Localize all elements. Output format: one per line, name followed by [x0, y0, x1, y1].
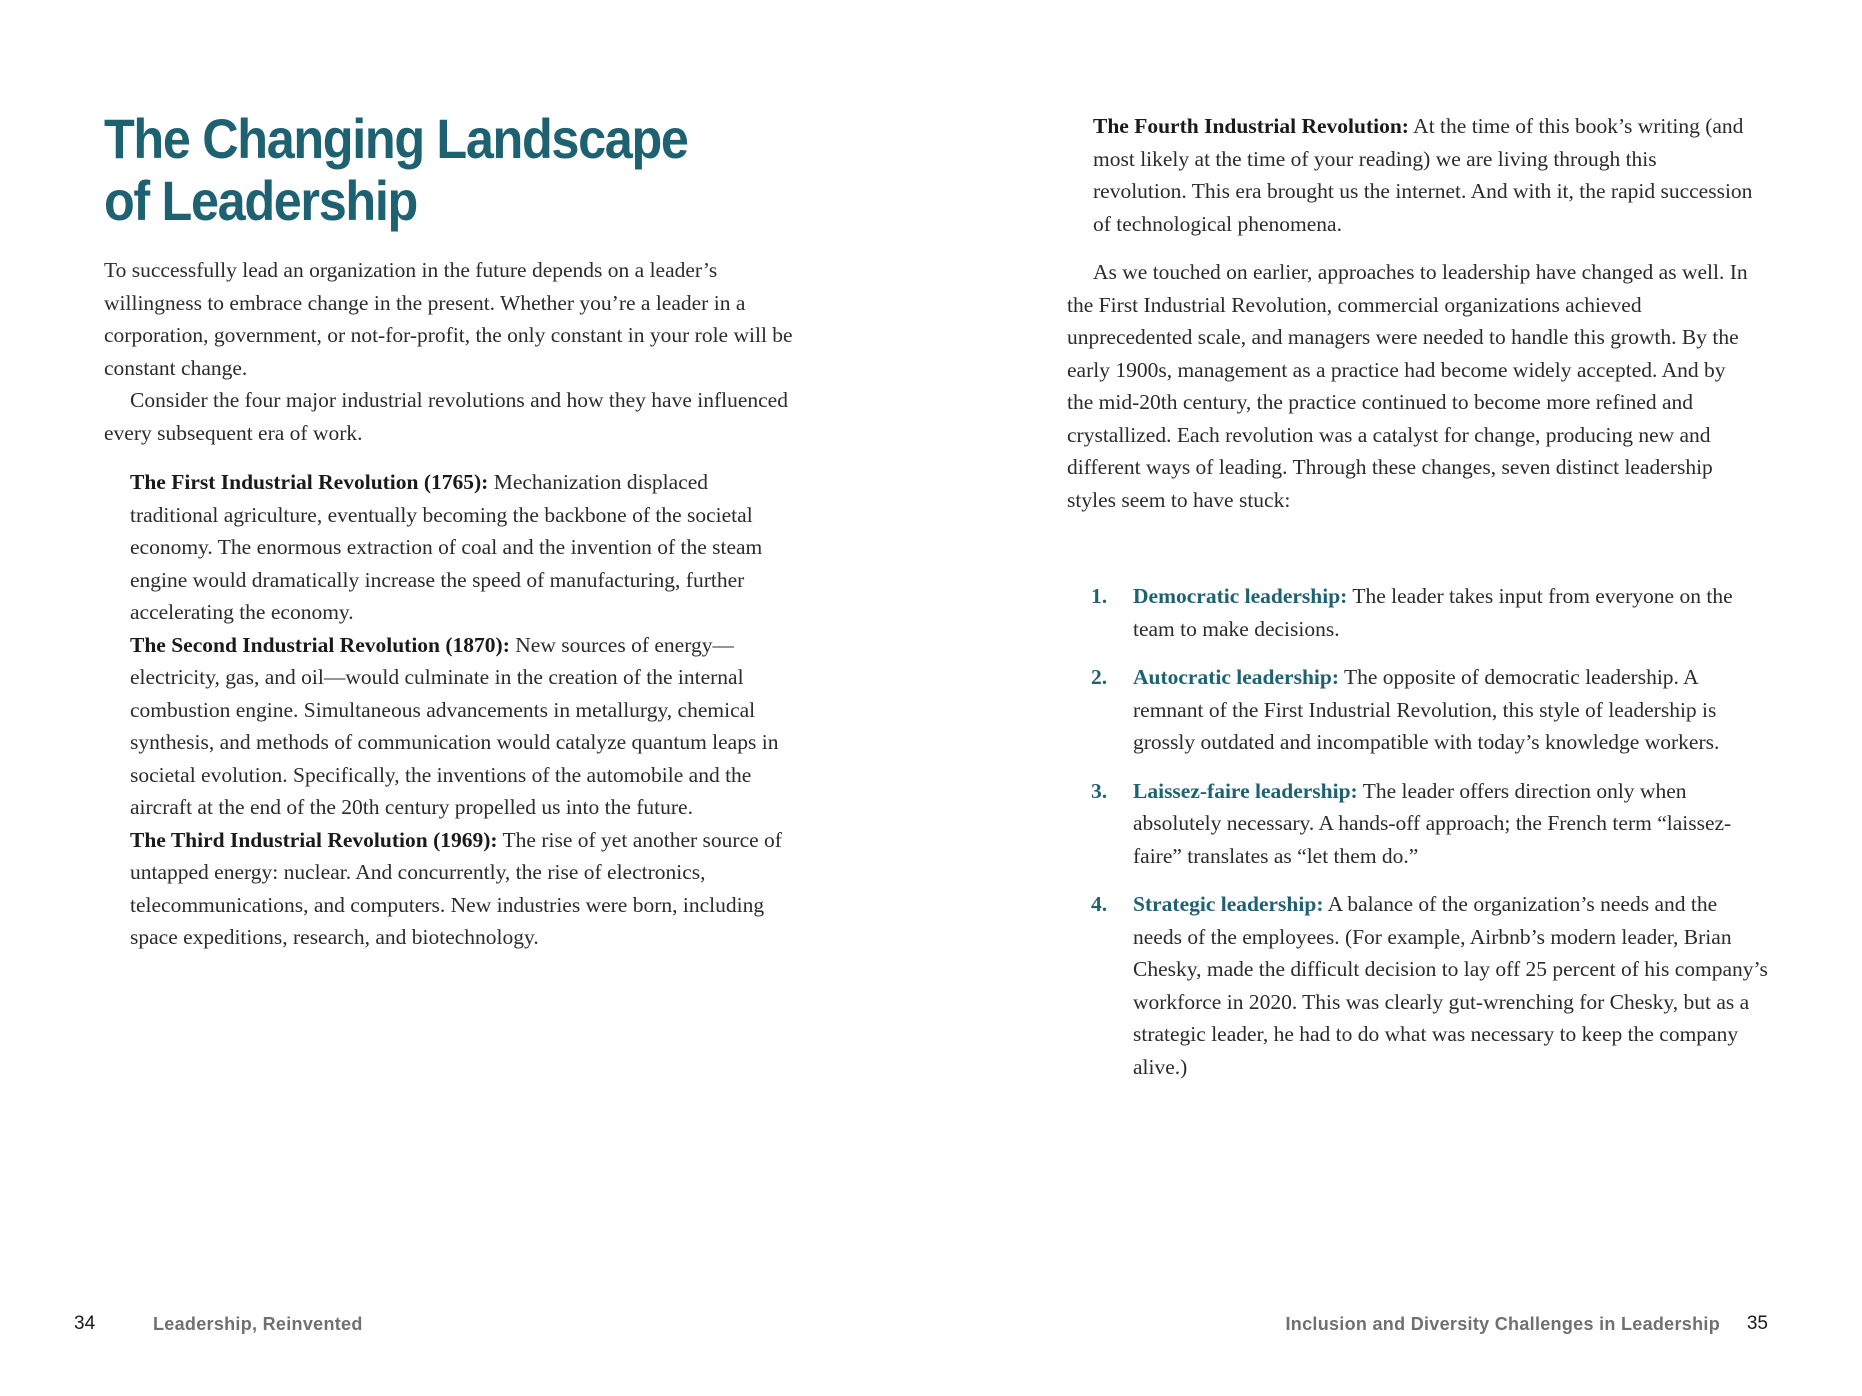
- style-label: Strategic leadership:: [1133, 892, 1324, 916]
- revolution-entry: [130, 629, 790, 824]
- list-number: 1.: [1091, 584, 1108, 608]
- list-item: [1091, 775, 1771, 873]
- leadership-styles-intro: [1067, 256, 1757, 516]
- style-description: The opposite of democratic leadership. A remnant of the First Industrial Revolution, this style of leadership is grossly outdated and incompatible with today’s knowledge workers.: [1133, 665, 1720, 754]
- revolution-entry: [130, 824, 790, 954]
- page-number: 34: [74, 1313, 96, 1334]
- style-description: The leader offers direction only when absolutely necessary. A hands-off approach; the French term “laissez-faire” translates as “let them do.”: [1133, 778, 1732, 868]
- revolution-heading: The Fourth Industrial Revolution:: [1093, 114, 1409, 138]
- style-description: A balance of the organization’s needs and the needs of the employees. (For example, Airbnb’s modern leader, Brian Chesky, made the difficult decision to lay off 25 percent of his company’s workforce in 2020. This was clearly gut-wrenching for Chesky, but as a strategic leader, he had to do what was necessary to keep the company alive.): [1133, 892, 1768, 1079]
- chapter-title-line: of Leadership: [104, 169, 417, 232]
- intro-paragraph: To successfully lead an organization in the future depends on a leader’s willingness to embrace change in the present. Whether you’re a leader in a corporation, government, or not-for-profit, the only constant in your role will be constant change.: [104, 258, 793, 380]
- body-paragraph: As we touched on earlier, approaches to leadership have changed as well. In the First Industrial Revolution, commercial organizations achieved unprecedented scale, and managers were needed to handle this growth. By the early 1900s, management as a practice had become widely accepted. And by the mid-20th century, the practice continued to become more refined and crystallized. Each revolution was a catalyst for change, producing new and different ways of leading. Through these changes, seven distinct leadership styles seem to have stuck:: [1067, 260, 1748, 512]
- list-item: [1091, 661, 1771, 759]
- leadership-styles-list: [1091, 580, 1771, 1099]
- intro-text: [104, 254, 794, 449]
- fourth-revolution-entry: [1093, 110, 1753, 240]
- revolutions-list: [130, 466, 790, 954]
- list-number: 2.: [1091, 665, 1108, 689]
- right-page: [931, 0, 1862, 1396]
- list-number: 4.: [1091, 892, 1108, 916]
- revolution-body: Mechanization displaced traditional agriculture, eventually becoming the backbone of the societal economy. The enormous extraction of coal and the invention of the steam engine would dramatically increase the speed of manufacturing, further accelerating the economy.: [130, 470, 763, 624]
- revolution-body: At the time of this book’s writing (and most likely at the time of your reading) we are living through this revolution. This era brought us the internet. And with it, the rapid succession of technological phenomena.: [1093, 114, 1753, 236]
- style-label: Democratic leadership:: [1133, 584, 1348, 608]
- list-item: [1091, 888, 1771, 1083]
- revolution-body: New sources of energy—electricity, gas, and oil—would culminate in the creation of the internal combustion engine. Simultaneous advancements in metallurgy, chemical synthesis, and methods of communication would catalyze quantum leaps in societal evolution. Specifically, the inventions of the automobile and the aircraft at the end of the 20th century propelled us into the future.: [130, 632, 779, 819]
- page-number: 35: [1746, 1313, 1768, 1334]
- revolution-heading: The Third Industrial Revolution (1969):: [130, 827, 498, 852]
- intro-paragraph: Consider the four major industrial revolutions and how they have influenced every subsequent era of work.: [104, 388, 788, 445]
- chapter-title-line: The Changing Landscape: [104, 107, 688, 170]
- style-label: Autocratic leadership:: [1133, 665, 1340, 689]
- chapter-title: [104, 108, 734, 232]
- revolution-body: The rise of yet another source of untapped energy: nuclear. And concurrently, the rise of electronics, telecommunications, and computers. New industries were born, including space expeditions, research, and biotechnology.: [130, 827, 782, 949]
- style-label: Laissez-faire leadership:: [1133, 778, 1358, 803]
- list-number: 3.: [1091, 778, 1108, 803]
- list-item: [1091, 580, 1771, 645]
- revolution-heading: The First Industrial Revolution (1765):: [130, 470, 489, 494]
- revolution-entry: [130, 466, 790, 629]
- revolution-heading: The Second Industrial Revolution (1870):: [130, 632, 510, 657]
- style-description: The leader takes input from everyone on the team to make decisions.: [1133, 584, 1733, 641]
- running-head: Leadership, Reinvented: [153, 1314, 363, 1334]
- running-head: Inclusion and Diversity Challenges in Leadership: [1285, 1314, 1720, 1334]
